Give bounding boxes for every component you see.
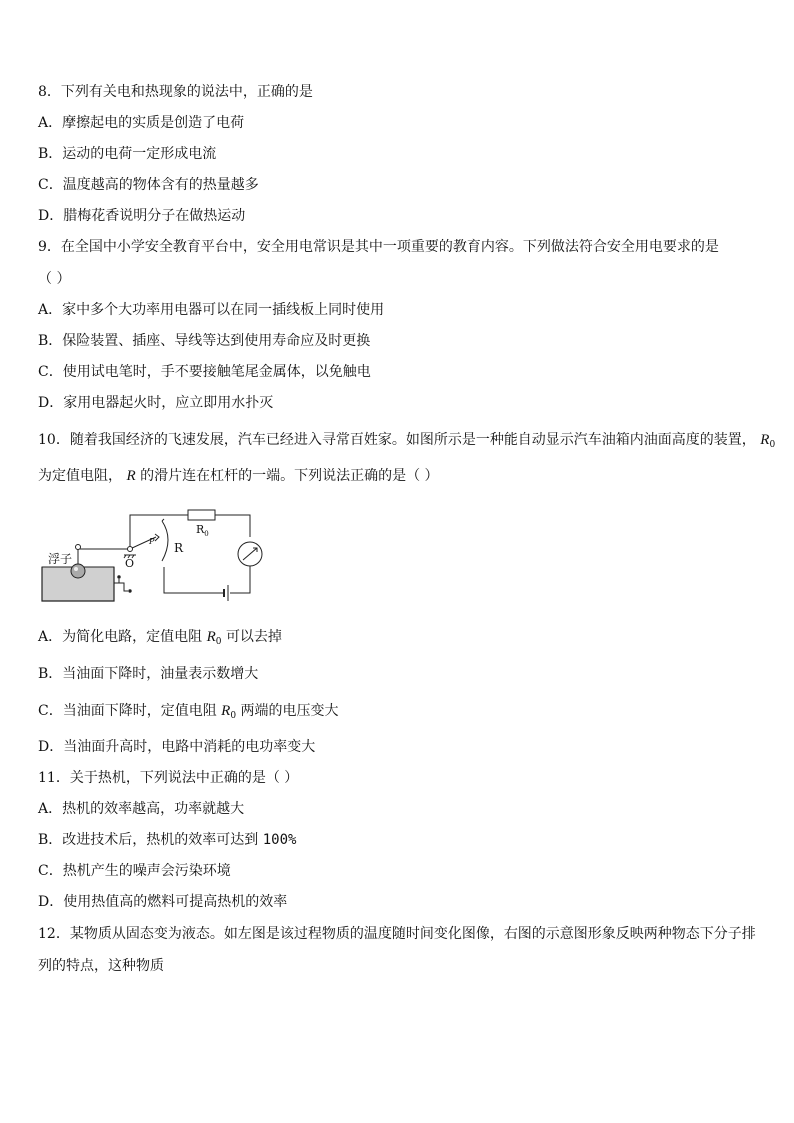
q10-stem-line1 xyxy=(38,431,775,454)
q10-option-c xyxy=(38,702,339,725)
q12-stem-line1: 12．某物质从固态变为液态。如左图是该过程物质的温度随时间变化图像，右图的示意图形象反映两种物态下分子排 xyxy=(38,926,756,942)
q10-stem-text-2b: 的滑片连在杠杆的一端。下列说法正确的是（ ） xyxy=(135,468,439,484)
r0-symbol-a: R xyxy=(206,629,216,645)
rheostat-arc xyxy=(162,521,168,561)
q10-option-a xyxy=(38,628,282,651)
r-symbol: R xyxy=(126,468,136,484)
q9-option-a: A．家中多个大功率用电器可以在同一插线板上同时使用 xyxy=(38,302,385,318)
q8-option-b: B．运动的电荷一定形成电流 xyxy=(38,146,217,162)
r0-symbol-c: R xyxy=(221,703,231,719)
meter-needle xyxy=(243,548,257,560)
q10-stem-text: 10．随着我国经济的飞速发展，汽车已经进入寻常百姓家。如图所示是一种能自动显示汽车油箱内油面高度的装置， xyxy=(38,432,756,448)
q8-option-d: D．腊梅花香说明分子在做热运动 xyxy=(38,208,246,224)
pivot-label: O xyxy=(125,557,135,570)
q11-option-a: A．热机的效率越高，功率就越大 xyxy=(38,801,245,817)
q10-stem-line2 xyxy=(38,467,439,485)
wire-right-bottom xyxy=(230,566,250,593)
q8-option-c: C．温度越高的物体含有的热量越多 xyxy=(38,177,259,193)
pivot-joint xyxy=(128,547,133,552)
q11-option-c: C．热机产生的噪声会污染环境 xyxy=(38,863,231,879)
q10-stem-text-2a: 为定值电阻， xyxy=(38,468,122,484)
q9-option-d: D．家用电器起火时，应立即用水扑灭 xyxy=(38,395,274,411)
q10-option-d: D．当油面升高时，电路中消耗的电功率变大 xyxy=(38,739,316,755)
r0-subscript-c: 0 xyxy=(230,711,237,721)
r0-symbol: R xyxy=(760,432,770,448)
q11-option-b xyxy=(38,831,296,849)
q9-stem: 9．在全国中小学安全教育平台中，安全用电常识是其中一项重要的教育内容。下列做法符合安全用电要求的是 xyxy=(38,239,719,255)
r0-resistor xyxy=(188,510,215,520)
r0-subscript: 0 xyxy=(769,440,776,450)
q10-option-a-text-2: 可以去掉 xyxy=(225,629,282,645)
r0-subscript-a: 0 xyxy=(215,637,222,647)
q8-stem: 8．下列有关电和热现象的说法中，正确的是 xyxy=(38,84,313,100)
q9-option-c: C．使用试电笔时，手不要接触笔尾金属体，以免触电 xyxy=(38,364,371,380)
tank-outlet xyxy=(114,583,128,591)
q8-option-a: A．摩擦起电的实质是创造了电荷 xyxy=(38,115,245,131)
q11-option-b-value: 100% xyxy=(262,832,297,848)
oil-level-circuit-diagram xyxy=(38,505,268,605)
q12-stem-line2: 列的特点，这种物质 xyxy=(38,958,164,974)
q9-answer-blank: （ ） xyxy=(38,271,71,287)
wire-top-right xyxy=(215,515,250,537)
q11-option-b-text: B．改进技术后，热机的效率可达到 xyxy=(38,832,259,848)
r0-label: $R_0$ xyxy=(196,523,209,538)
r-label: R xyxy=(174,541,184,555)
wire-bottom-left xyxy=(164,567,224,593)
slider-label: P xyxy=(149,537,155,546)
q11-stem: 11．关于热机，下列说法中正确的是（ ） xyxy=(38,770,299,786)
rod-top-joint xyxy=(76,545,81,550)
lever-arm xyxy=(78,537,156,549)
q10-option-a-text: A．为简化电路，定值电阻 xyxy=(38,629,203,645)
q9-option-b: B．保险装置、插座、导线等达到使用寿命应及时更换 xyxy=(38,333,371,349)
q11-option-d: D．使用热值高的燃料可提高热机的效率 xyxy=(38,894,288,910)
q10-option-b: B．当油面下降时，油量表示数增大 xyxy=(38,666,259,682)
q10-option-c-text: C．当油面下降时，定值电阻 xyxy=(38,703,217,719)
q10-option-c-text-2: 两端的电压变大 xyxy=(240,703,339,719)
float-ball xyxy=(71,564,85,578)
float-label: 浮子 xyxy=(48,552,73,566)
